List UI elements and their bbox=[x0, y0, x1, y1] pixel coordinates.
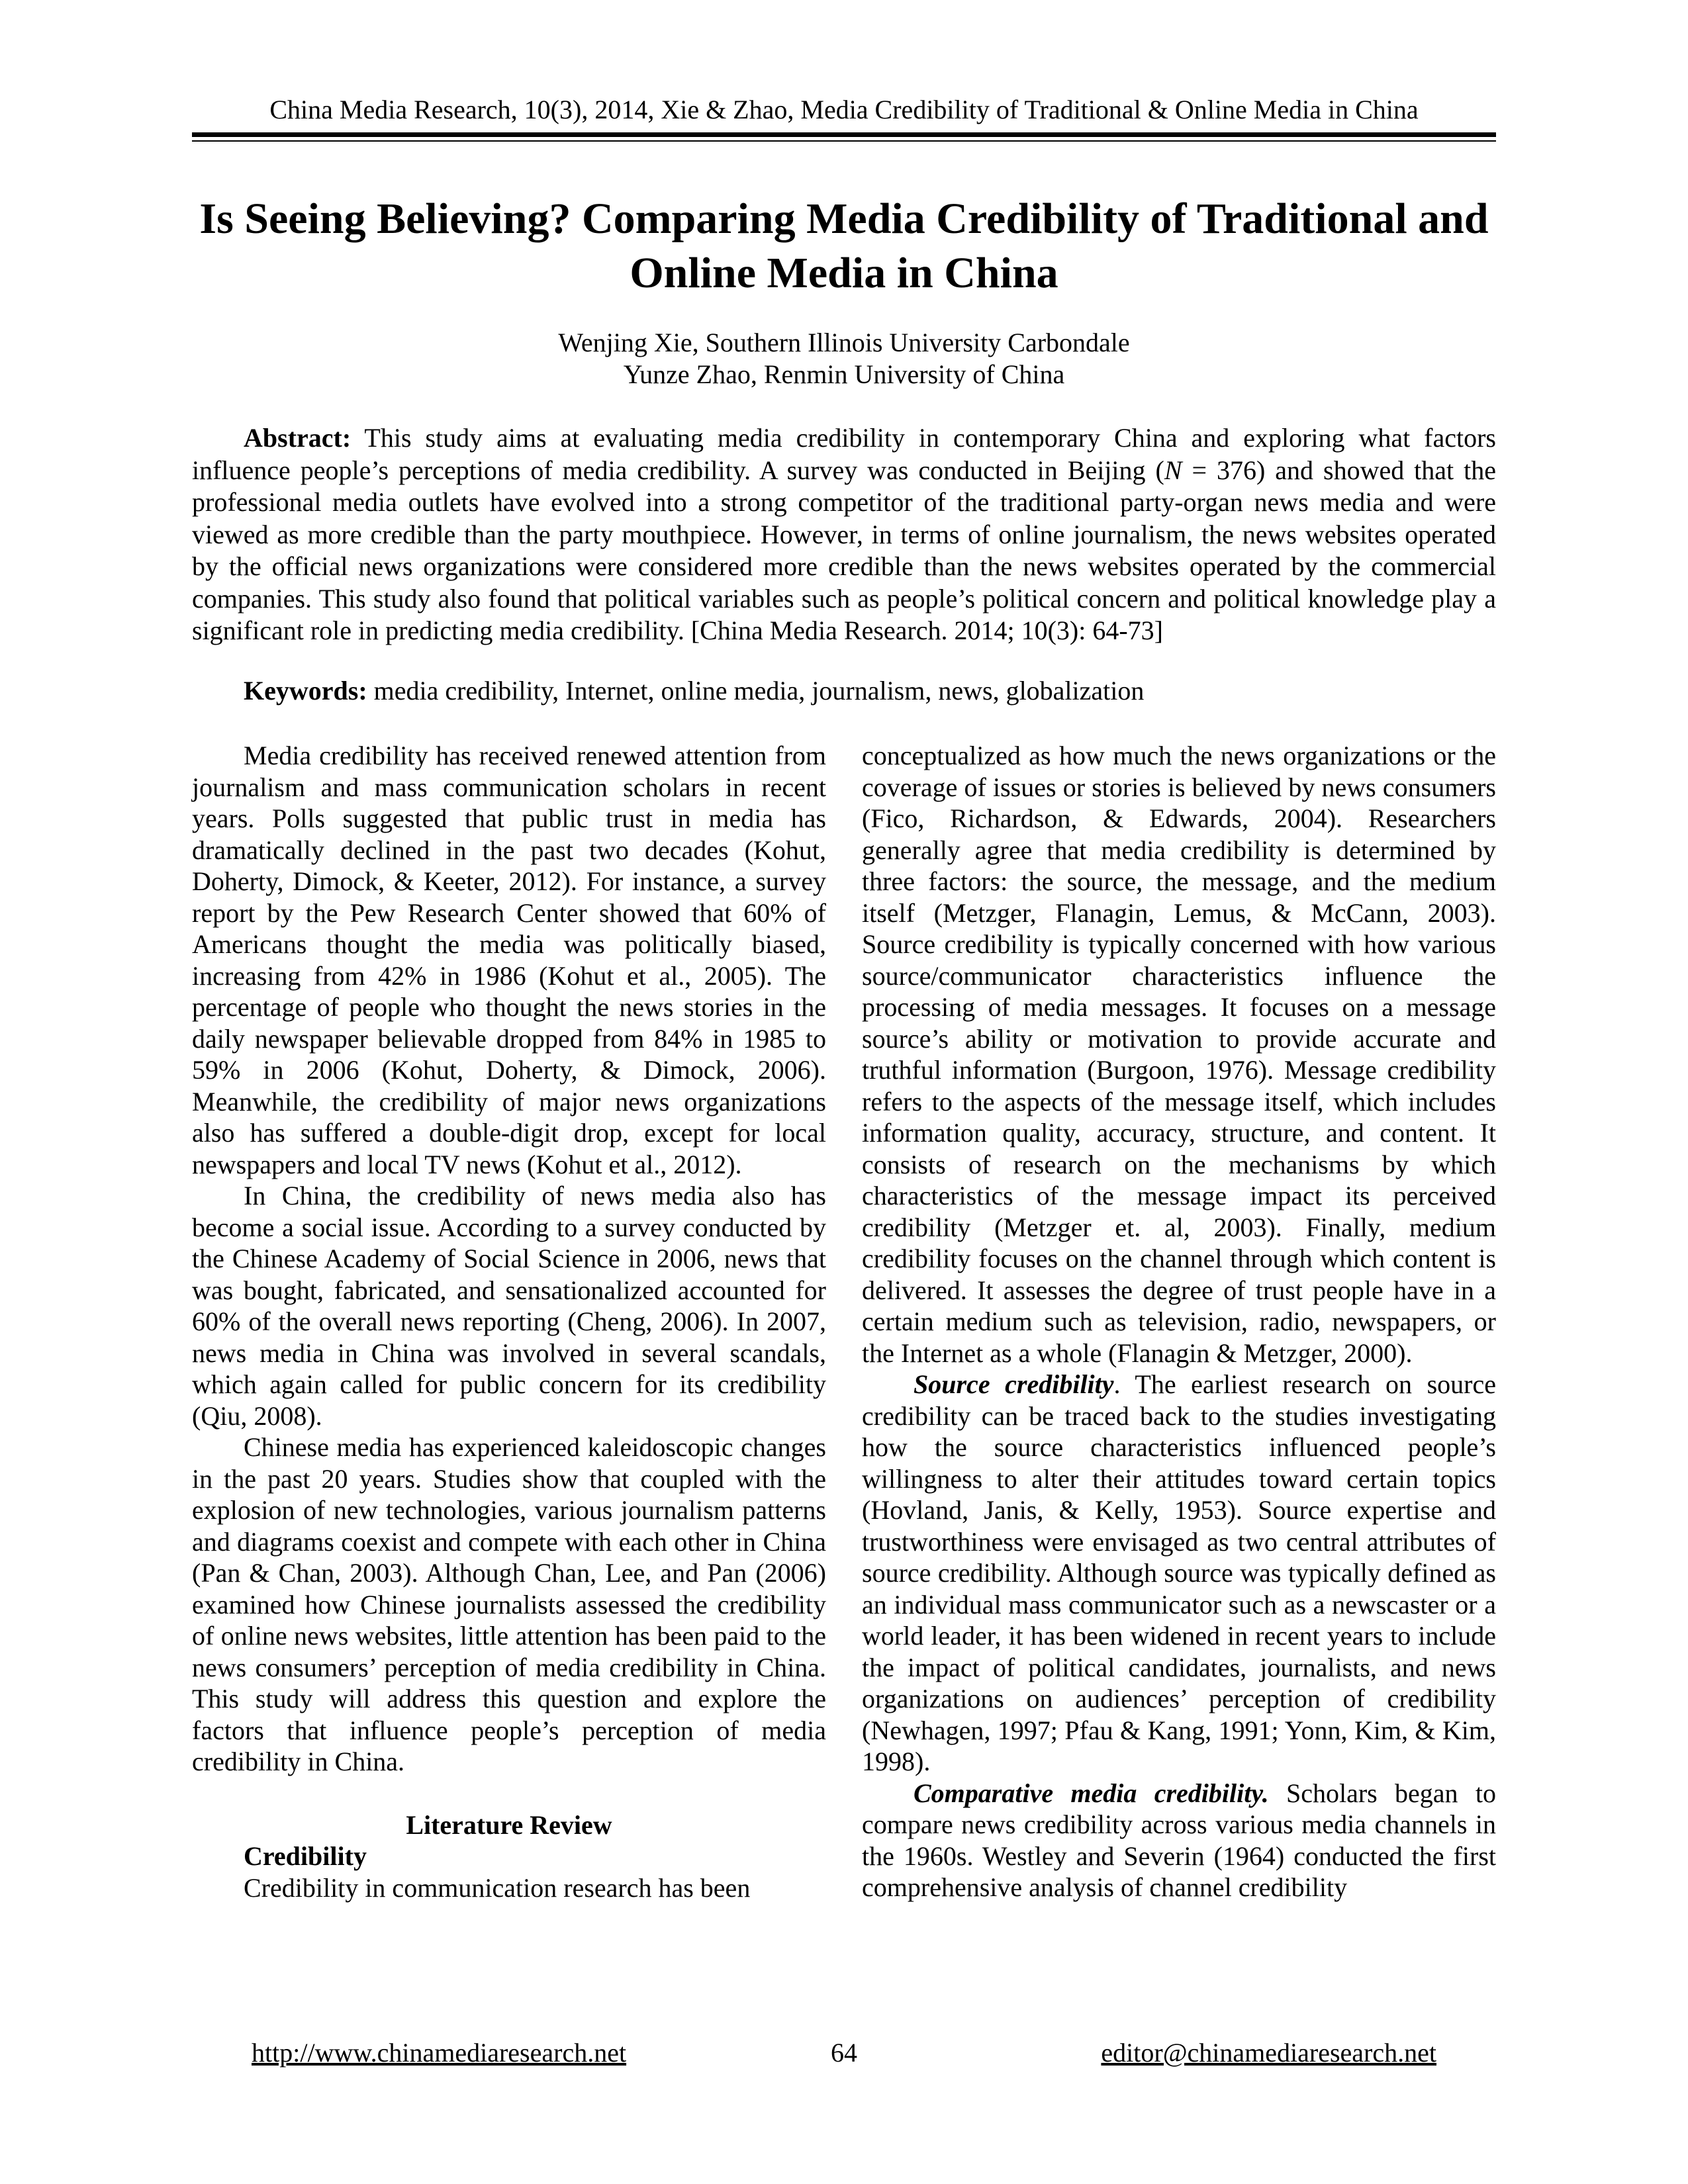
journal-url-link[interactable]: http://www.chinamediaresearch.net bbox=[252, 2038, 627, 2068]
author-list bbox=[192, 327, 1496, 390]
header-rule-thick bbox=[192, 132, 1496, 137]
body-paragraph bbox=[862, 1369, 1496, 1778]
subsection-heading: Credibility bbox=[244, 1841, 367, 1871]
editor-email-link[interactable]: editor@chinamediaresearch.net bbox=[1101, 2038, 1436, 2068]
left-column bbox=[192, 740, 826, 1903]
page-number: 64 bbox=[831, 2038, 857, 2068]
keywords-text: media credibility, Internet, online media, journalism, news, globalization bbox=[367, 676, 1145, 705]
body-paragraph-continuation: conceptualized as how much the news organizations or the coverage of issues or stories is believed by news consumers (Fico, Richardson, & Edwards, 2004). Researchers generally agree that media credibility is determined by three factors: the source, the message, and the medium itself (Metzger, Flanagin, Lemus, & McCann, 2003). Source credibility is typically concerned with how various source/communicator characteristics influence the processing of media messages. It focuses on a message source’s ability or motivation to provide accurate and truthful information (Burgoon, 1976). Message credibility refers to the aspects of the message itself, which includes information quality, accuracy, structure, and content. It consists of research on the mechanisms by which characteristics of the message impact its perceived credibility (Metzger et. al, 2003). Finally, medium credibility focuses on the channel through which content is delivered. It assesses the degree of trust people have in a certain medium such as television, radio, newspapers, or the Internet as a whole (Flanagin & Metzger, 2000). bbox=[862, 741, 1496, 1368]
body-paragraph bbox=[862, 1778, 1496, 1903]
abstract-label: Abstract: bbox=[244, 423, 352, 453]
keywords-label: Keywords: bbox=[244, 676, 367, 705]
abstract-text-part-2: = 376) and showed that the professional media outlets have evolved into a strong competitor of the traditional party-organ news media and were viewed as more credible than the party mouthpiece. However, in terms of online journalism, the news websites operated by the official news organizations were considered more credible than the news websites operated by the commercial companies. This study also found that political variables such as people’s political concern and political knowledge play a significant role in predicting media credibility. [China Media Research. 2014; 10(3): 64-73] bbox=[192, 455, 1496, 645]
body-paragraph: Chinese media has experienced kaleidoscopic changes in the past 20 years. Studies show that coupled with the explosion of new technologies, various journalism patterns and diagrams coexist and compete with each other in China (Pan & Chan, 2003). Although Chan, Lee, and Pan (2006) examined how Chinese journalists assessed the credibility of online news websites, little attention has been paid to the news consumers’ perception of media credibility in China. This study will address this question and explore the factors that influence people’s perception of media credibility in China. bbox=[192, 1432, 826, 1776]
page-footer bbox=[192, 2037, 1496, 2069]
paragraph-text: Scholars began to compare news credibility across various media channels in the 1960s. Westley and Severin (1964) conducted the first comprehensive analysis of channel credibility bbox=[862, 1778, 1496, 1902]
abstract bbox=[192, 422, 1496, 647]
header-rule-thin bbox=[192, 140, 1496, 142]
section-heading: Literature Review bbox=[406, 1809, 612, 1840]
body-paragraph: Media credibility has received renewed attention from journalism and mass communication scholars in recent years. Polls suggested that public trust in media has dramatically declined in the past two decades (Kohut, Doherty, Dimock, & Keeter, 2012). For instance, a survey report by the Pew Research Center showed that 60% of Americans thought the media was politically biased, increasing from 42% in 1986 (Kohut et al., 2005). The percentage of people who thought the news stories in the daily newspaper believable dropped from 84% in 1985 to 59% in 2006 (Kohut, Doherty, & Dimock, 2006). Meanwhile, the credibility of major news organizations also has suffered a double-digit drop, except for local newspapers and local TV news (Kohut et al., 2012). bbox=[192, 741, 826, 1179]
body-paragraph: Credibility in communication research has been bbox=[244, 1872, 751, 1903]
keywords bbox=[192, 675, 1496, 707]
author-1: Wenjing Xie, Southern Illinois University Carbondale bbox=[558, 328, 1130, 357]
paragraph-text: . The earliest research on source credibility can be traced back to the studies investigating how the source characteristics influenced people’s willingness to alter their attitudes toward certain topics (Hovland, Janis, & Kelly, 1953). Source expertise and trustworthiness were envisaged as two central attributes of source credibility. Although source was typically defined as an individual mass communicator such as a newscaster or a world leader, it has been widened in recent years to include the impact of political candidates, journalists, and news organizations on audiences’ perception of credibility (Newhagen, 1997; Pfau & Kang, 1991; Yonn, Kim, & Kim, 1998). bbox=[862, 1369, 1496, 1776]
running-header: China Media Research, 10(3), 2014, Xie & Zhao, Media Credibility of Traditional & Online Media in China bbox=[269, 95, 1419, 124]
right-column bbox=[862, 740, 1496, 1903]
run-in-heading: Comparative media credibility. bbox=[914, 1778, 1269, 1808]
body-paragraph: In China, the credibility of news media also has become a social issue. According to a survey conducted by the Chinese Academy of Social Science in 2006, news that was bought, fabricated, and sensationalized accounted for 60% of the overall news reporting (Cheng, 2006). In 2007, news media in China was involved in several scandals, which again called for public concern for its credibility (Qiu, 2008). bbox=[192, 1181, 826, 1431]
run-in-heading: Source credibility bbox=[914, 1369, 1114, 1399]
abstract-text-part-1: This study aims at evaluating media credibility in contemporary China and exploring what factors influence people’s perceptions of media credibility. A survey was conducted in Beijing ( bbox=[192, 423, 1496, 485]
paper-title: Is Seeing Believing? Comparing Media Credibility of Traditional and Online Media in China bbox=[199, 195, 1489, 297]
sample-size-symbol: N bbox=[1164, 455, 1182, 485]
author-2: Yunze Zhao, Renmin University of China bbox=[623, 359, 1065, 389]
